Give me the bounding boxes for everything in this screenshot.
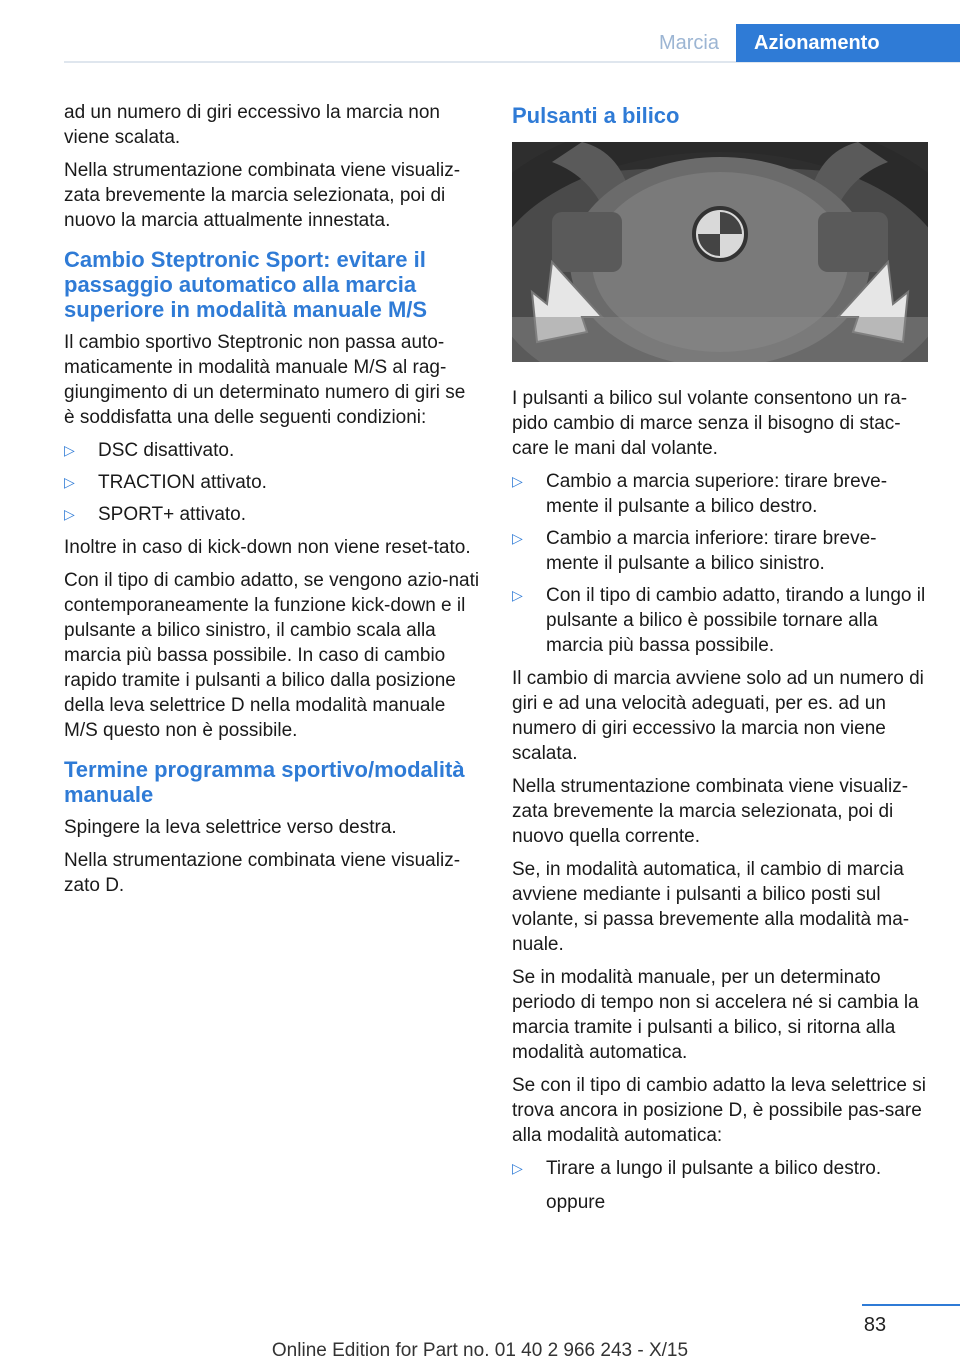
paragraph: Il cambio di marcia avviene solo ad un numero di giri e ad una velocità adeguati, per es. ad un numero di giri eccessivo la marcia non viene scalata.	[512, 668, 924, 764]
paragraph: Il cambio sportivo Steptronic non passa auto‐maticamente in modalità manuale M/S al rag‐giungimento di un determinato numero di giri se è soddisfatta una delle seguenti condizioni:	[64, 332, 466, 428]
list-item: ▷ SPORT+ attivato.	[64, 504, 247, 525]
bullet-list	[512, 1156, 928, 1181]
right-column	[512, 100, 928, 1223]
section-heading: Cambio Steptronic Sport: evitare il passaggio automatico alla marcia superiore in modalità manuale M/S	[64, 247, 428, 322]
paragraph: Se, in modalità automatica, il cambio di marcia avviene mediante i pulsanti a bilico posti sul volante, si passa brevemente alla modalità ma‐nuale.	[512, 859, 910, 955]
triangle-bullet-icon: ▷	[512, 587, 523, 603]
paragraph: Con il tipo di cambio adatto, se vengono azio‐nati contemporaneamente la funzione kick‐down e il pulsante a bilico sinistro, il cambio scala alla marcia più bassa possibile. In caso di cambio rapido tramite i pulsanti a bilico dalla posizione della leva selettrice D nella modalità manuale M/S questo non è possibile.	[64, 570, 480, 741]
edition-footer: Online Edition for Part no. 01 40 2 966 243 - X/15	[271, 1340, 689, 1361]
paragraph: I pulsanti a bilico sul volante consentono un ra‐pido cambio di marce senza il bisogno di stac‐care le mani dal volante.	[512, 388, 908, 459]
footer-rule	[862, 1304, 960, 1306]
paragraph: Inoltre in caso di kick-down non viene reset‐tato.	[64, 537, 471, 558]
paragraph: Spingere la leva selettrice verso destra.	[64, 817, 397, 838]
triangle-bullet-icon: ▷	[64, 474, 75, 490]
paragraph: ad un numero di giri eccessivo la marcia non viene scalata.	[64, 102, 440, 148]
paragraph: Se con il tipo di cambio adatto la leva selettrice si trova ancora in posizione D, è possibile pas‐sare alla modalità automatica:	[512, 1075, 926, 1146]
bullet-list	[512, 469, 928, 658]
header-chapter-tab: Azionamento	[736, 24, 960, 62]
paragraph: Nella strumentazione combinata viene visualiz‐zato D.	[64, 850, 461, 896]
header-section-label: Marcia	[658, 31, 719, 54]
paragraph: oppure	[546, 1192, 606, 1213]
list-item: ▷ Cambio a marcia inferiore: tirare breve‐mente il pulsante a bilico sinistro.	[512, 528, 877, 574]
paragraph: Nella strumentazione combinata viene visualiz‐zata brevemente la marcia selezionata, poi di nuovo quella corrente.	[512, 776, 909, 847]
section-heading: Pulsanti a bilico	[512, 103, 680, 128]
triangle-bullet-icon: ▷	[512, 530, 523, 546]
triangle-bullet-icon: ▷	[64, 442, 75, 458]
paragraph: Se in modalità manuale, per un determinato periodo di tempo non si accelera né si cambia la marcia tramite i pulsanti a bilico, si ritorna alla modalità automatica.	[512, 967, 919, 1063]
list-item: ▷ Con il tipo di cambio adatto, tirando a lungo il pulsante a bilico è possibile tornare alla marcia più bassa possibile.	[512, 585, 926, 656]
left-column	[64, 100, 480, 906]
triangle-bullet-icon: ▷	[64, 506, 75, 522]
page-number: 83	[863, 1314, 887, 1336]
list-item: ▷ TRACTION attivato.	[64, 472, 267, 493]
bullet-list	[64, 438, 480, 527]
triangle-bullet-icon: ▷	[512, 473, 523, 489]
list-item: ▷ DSC disattivato.	[64, 440, 235, 461]
list-item: ▷ Tirare a lungo il pulsante a bilico destro.	[512, 1158, 882, 1179]
steering-wheel-paddles-image	[512, 142, 928, 362]
paragraph: Nella strumentazione combinata viene visualiz‐zata brevemente la marcia selezionata, poi di nuovo la marcia attualmente innestata.	[64, 160, 461, 231]
section-heading: Termine programma sportivo/modalità manuale	[64, 757, 465, 807]
triangle-bullet-icon: ▷	[512, 1160, 523, 1176]
list-item: ▷ Cambio a marcia superiore: tirare breve‐mente il pulsante a bilico destro.	[512, 471, 888, 517]
